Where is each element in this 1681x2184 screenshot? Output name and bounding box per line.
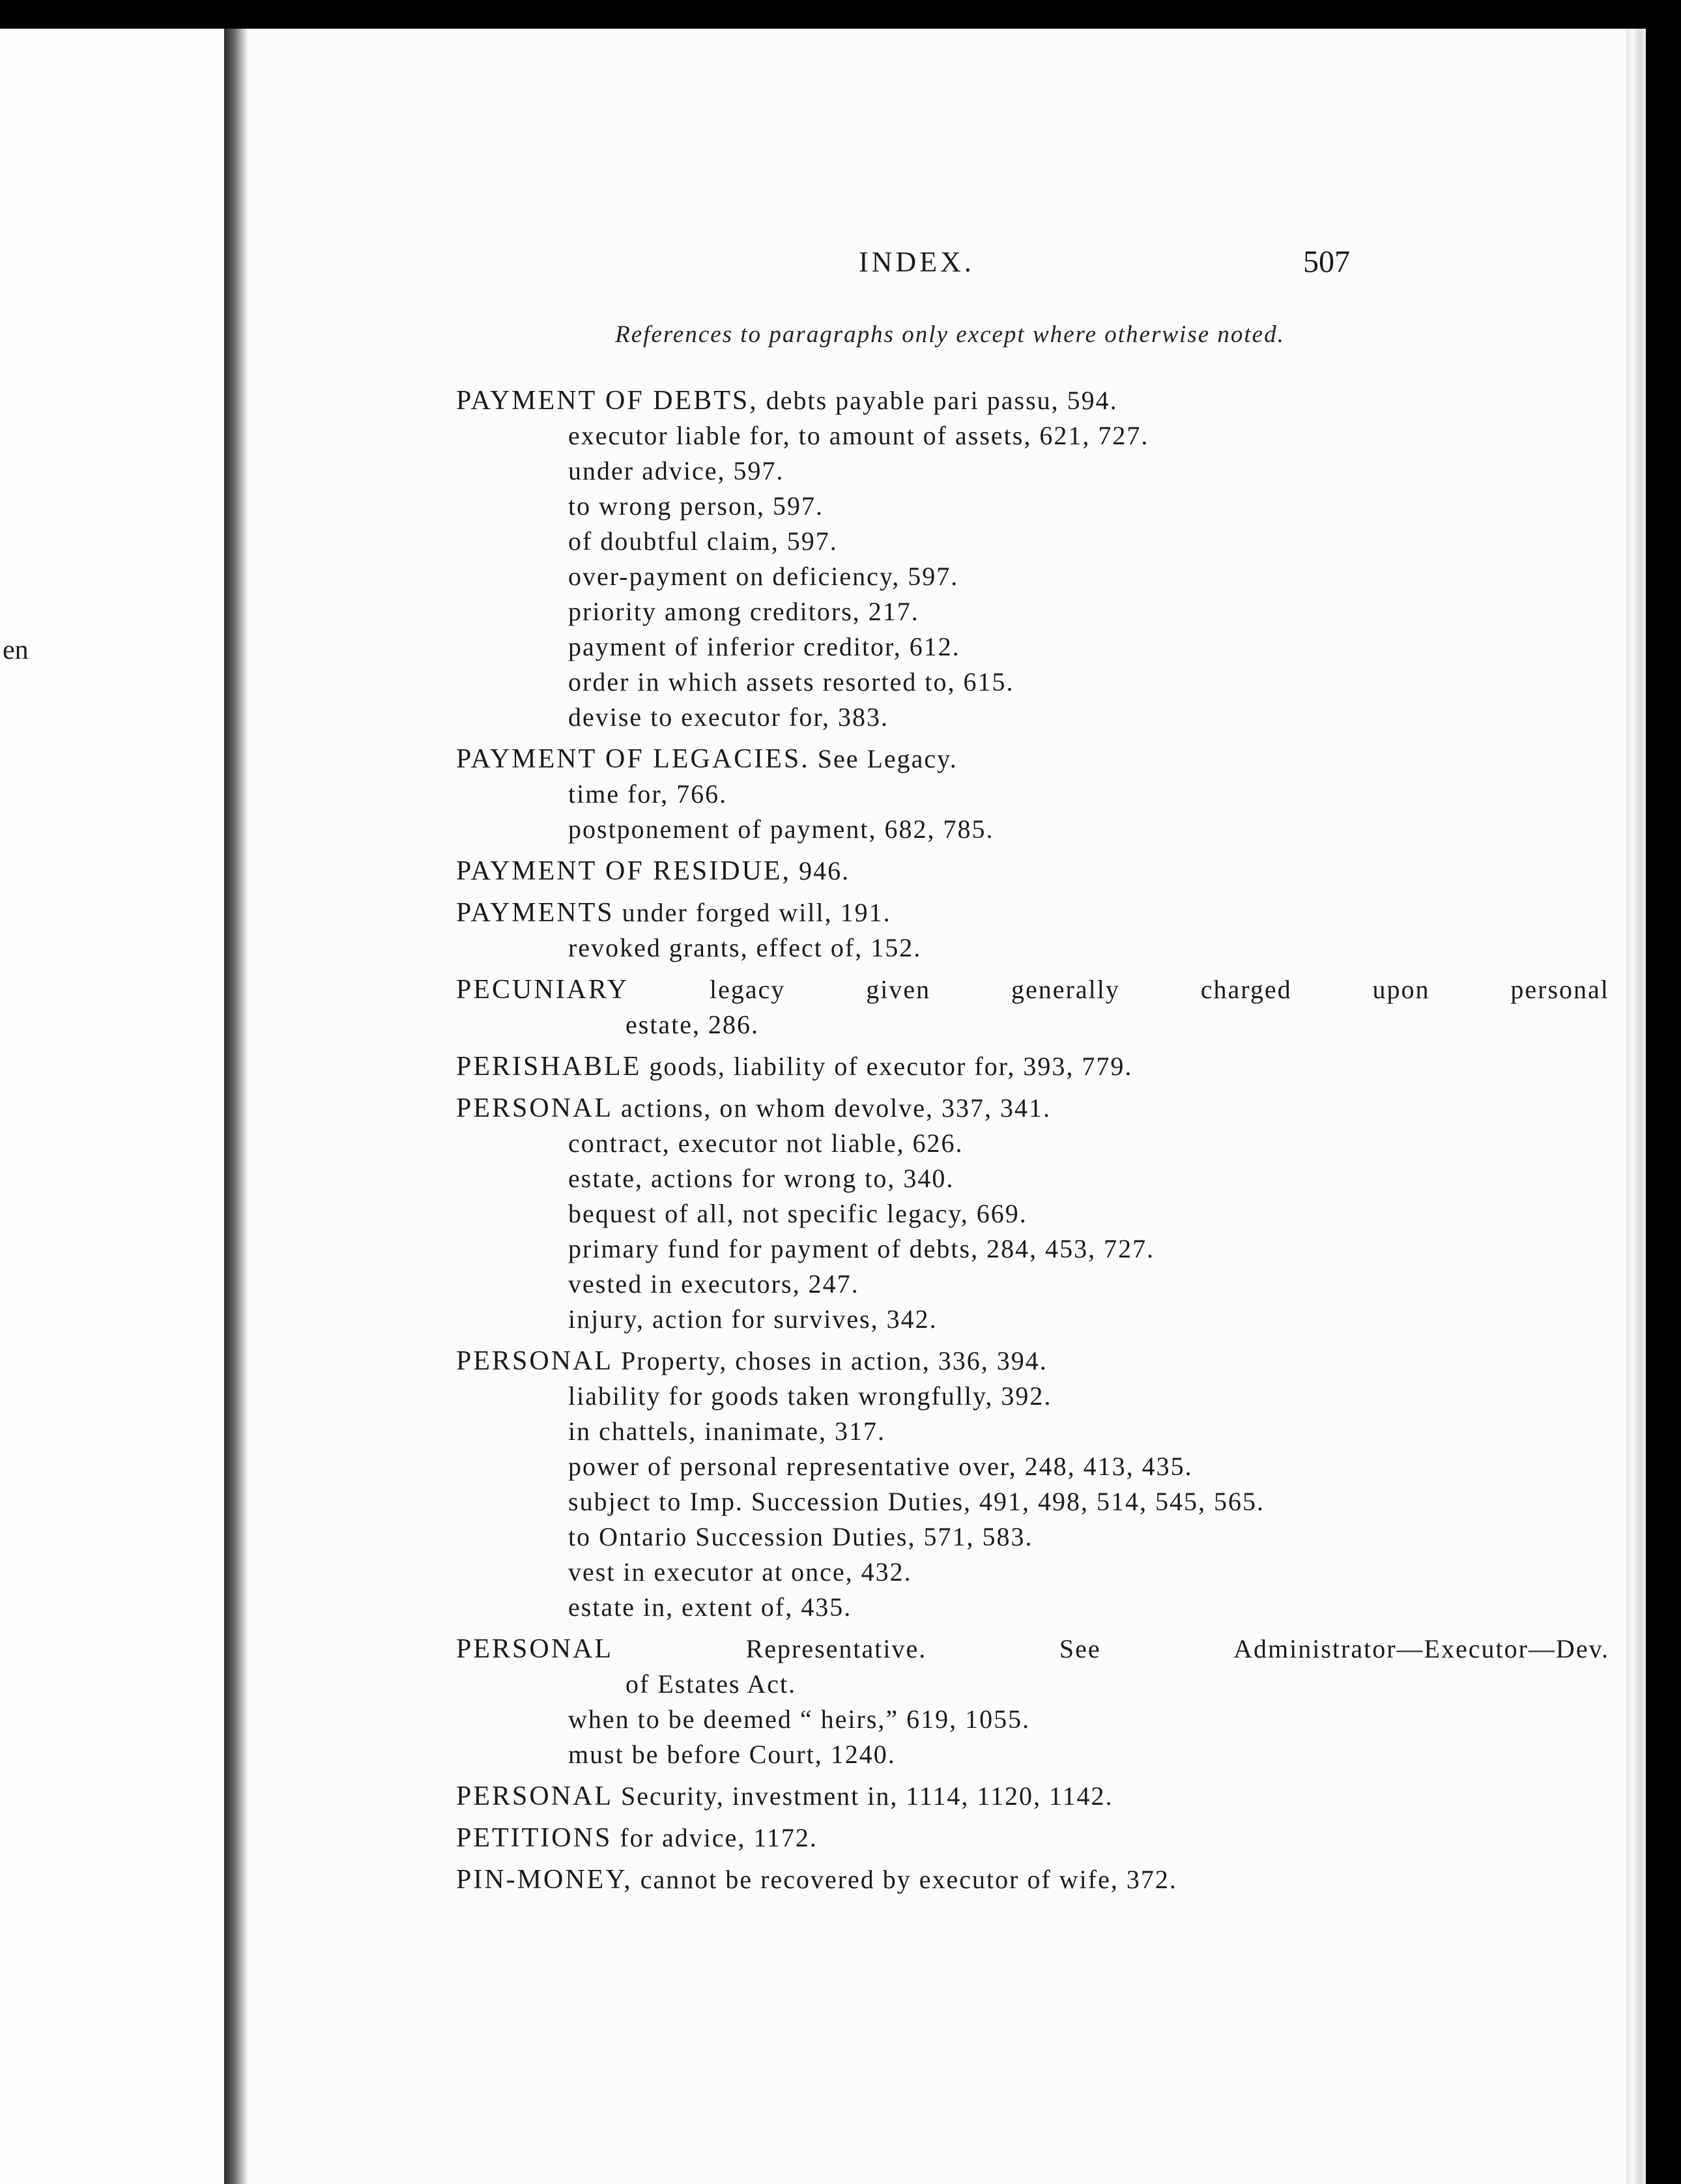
- reference-note: References to paragraphs only except where otherwise noted.: [615, 321, 1285, 348]
- facing-page-text-fragment: en: [3, 635, 29, 665]
- index-headword: PERSONAL: [456, 1346, 614, 1376]
- index-entry-line: [456, 1343, 1609, 1379]
- index-entry: [456, 1631, 1609, 1772]
- index-subentry: devise to executor for, 383.: [568, 702, 889, 732]
- page-title: INDEX.: [859, 246, 975, 278]
- book-gutter: [224, 29, 248, 2184]
- index-subentry: when to be deemed “ heirs,” 619, 1055.: [568, 1704, 1031, 1734]
- index-entry: [456, 383, 1609, 735]
- index-entry-word: upon: [1372, 975, 1430, 1004]
- index-subentry: contract, executor not liable, 626.: [568, 1128, 964, 1158]
- index-headword: PECUNIARY: [456, 975, 629, 1005]
- index-headword: PAYMENT OF DEBTS,: [456, 386, 758, 416]
- index-entry: [456, 1779, 1609, 1814]
- index-subentry: liability for goods taken wrongfully, 392.: [568, 1381, 1052, 1411]
- index-entry-word: See: [1059, 1634, 1101, 1663]
- index-subentry: primary fund for payment of debts, 284, 453, 727.: [568, 1234, 1155, 1263]
- index-entry-word: legacy: [709, 975, 786, 1004]
- index-entry-continuation: estate, 286.: [625, 1010, 760, 1039]
- index-subentry: to Ontario Succession Duties, 571, 583.: [568, 1522, 1033, 1551]
- facing-page: [0, 29, 224, 2184]
- index-subentry: time for, 766.: [568, 779, 728, 809]
- index-list: [456, 383, 1609, 1897]
- index-headword: PERSONAL: [456, 1093, 614, 1123]
- index-entry-line: [456, 1049, 1609, 1084]
- index-subentry: bequest of all, not specific legacy, 669.: [568, 1199, 1027, 1228]
- index-entry-text: under forged will, 191.: [614, 898, 891, 927]
- index-entry: [456, 854, 1609, 889]
- index-entry-text: debts payable pari passu, 594.: [758, 386, 1118, 415]
- index-subentry: revoked grants, effect of, 152.: [568, 933, 922, 962]
- index-subentry: under advice, 597.: [568, 456, 784, 485]
- index-entry: [456, 1049, 1609, 1084]
- index-entry: [456, 1820, 1609, 1856]
- index-subentry: payment of inferior creditor, 612.: [568, 632, 960, 661]
- index-subentry: power of personal representative over, 248, 413, 435.: [568, 1452, 1193, 1481]
- index-entry-line: [456, 854, 1609, 889]
- index-entry-line: [456, 741, 1609, 777]
- index-entry-line: [456, 1862, 1609, 1897]
- index-subentry: order in which assets resorted to, 615.: [568, 667, 1014, 697]
- index-subentry: estate, actions for wrong to, 340.: [568, 1164, 955, 1193]
- index-entry: [456, 972, 1609, 1042]
- index-headword: PIN-MONEY,: [456, 1865, 633, 1895]
- index-entry-word: generally: [1011, 975, 1120, 1004]
- index-entry-line: [456, 1820, 1609, 1856]
- index-entry: [456, 895, 1609, 966]
- index-entry-text: 946.: [791, 856, 850, 885]
- scan-right-border: [1646, 0, 1681, 2184]
- index-subentry: postponement of payment, 682, 785.: [568, 814, 994, 844]
- index-headword: PERSONAL: [456, 1634, 614, 1664]
- index-entry-line: [456, 1779, 1609, 1814]
- index-entry-text: actions, on whom devolve, 337, 341.: [613, 1093, 1051, 1123]
- index-entry-text: See Legacy.: [809, 744, 958, 773]
- index-subentry: to wrong person, 597.: [568, 491, 824, 521]
- index-entry-line: [456, 972, 1609, 1007]
- index-subentry: priority among creditors, 217.: [568, 597, 919, 626]
- index-subentry: vest in executor at once, 432.: [568, 1557, 912, 1587]
- index-entry-line: [456, 1631, 1609, 1667]
- index-entry-text: cannot be recovered by executor of wife, 372.: [632, 1865, 1177, 1894]
- index-entry-word: personal: [1510, 975, 1609, 1004]
- index-entry: [456, 1091, 1609, 1337]
- index-entry-continuation: of Estates Act.: [625, 1669, 797, 1699]
- index-subentry: in chattels, inanimate, 317.: [568, 1416, 885, 1446]
- index-subentry: executor liable for, to amount of assets, 621, 727.: [568, 421, 1149, 450]
- index-subentry: of doubtful claim, 597.: [568, 526, 838, 556]
- index-entry-line: [456, 383, 1609, 418]
- index-entry-text: goods, liability of executor for, 393, 779.: [641, 1052, 1133, 1081]
- index-headword: PAYMENT OF RESIDUE,: [456, 856, 792, 886]
- index-entry-text: for advice, 1172.: [612, 1823, 818, 1852]
- index-entry-text: Property, choses in action, 336, 394.: [613, 1346, 1048, 1375]
- index-page: [248, 29, 1626, 2184]
- index-subentry: must be before Court, 1240.: [568, 1740, 896, 1769]
- index-entry-word: Representative.: [745, 1634, 927, 1663]
- index-entry: [456, 1862, 1609, 1897]
- index-headword: PETITIONS: [456, 1823, 612, 1853]
- index-entry-word: given: [866, 975, 931, 1004]
- index-headword: PAYMENTS: [456, 898, 614, 928]
- index-entry: [456, 741, 1609, 847]
- page-edge: [1626, 29, 1646, 2184]
- running-head: [248, 229, 1626, 280]
- index-subentry: vested in executors, 247.: [568, 1269, 859, 1299]
- index-entry-text: Security, investment in, 1114, 1120, 1142.: [613, 1781, 1113, 1811]
- index-subentry: over-payment on deficiency, 597.: [568, 562, 959, 591]
- index-headword: PERISHABLE: [456, 1052, 642, 1082]
- index-entry-word: Administrator—Executor—Dev.: [1233, 1634, 1609, 1663]
- index-entry-line: [456, 895, 1609, 930]
- index-entry-line: [456, 1091, 1609, 1126]
- index-subentry: injury, action for survives, 342.: [568, 1304, 938, 1334]
- scan-top-border: [0, 0, 1681, 29]
- page-number: 507: [1303, 244, 1350, 280]
- index-headword: PERSONAL: [456, 1781, 614, 1811]
- index-entry-word: charged: [1200, 975, 1292, 1004]
- index-subentry: subject to Imp. Succession Duties, 491, 498, 514, 545, 565.: [568, 1487, 1265, 1516]
- index-headword: PAYMENT OF LEGACIES.: [456, 744, 810, 774]
- index-subentry: estate in, extent of, 435.: [568, 1592, 852, 1622]
- index-entry: [456, 1343, 1609, 1625]
